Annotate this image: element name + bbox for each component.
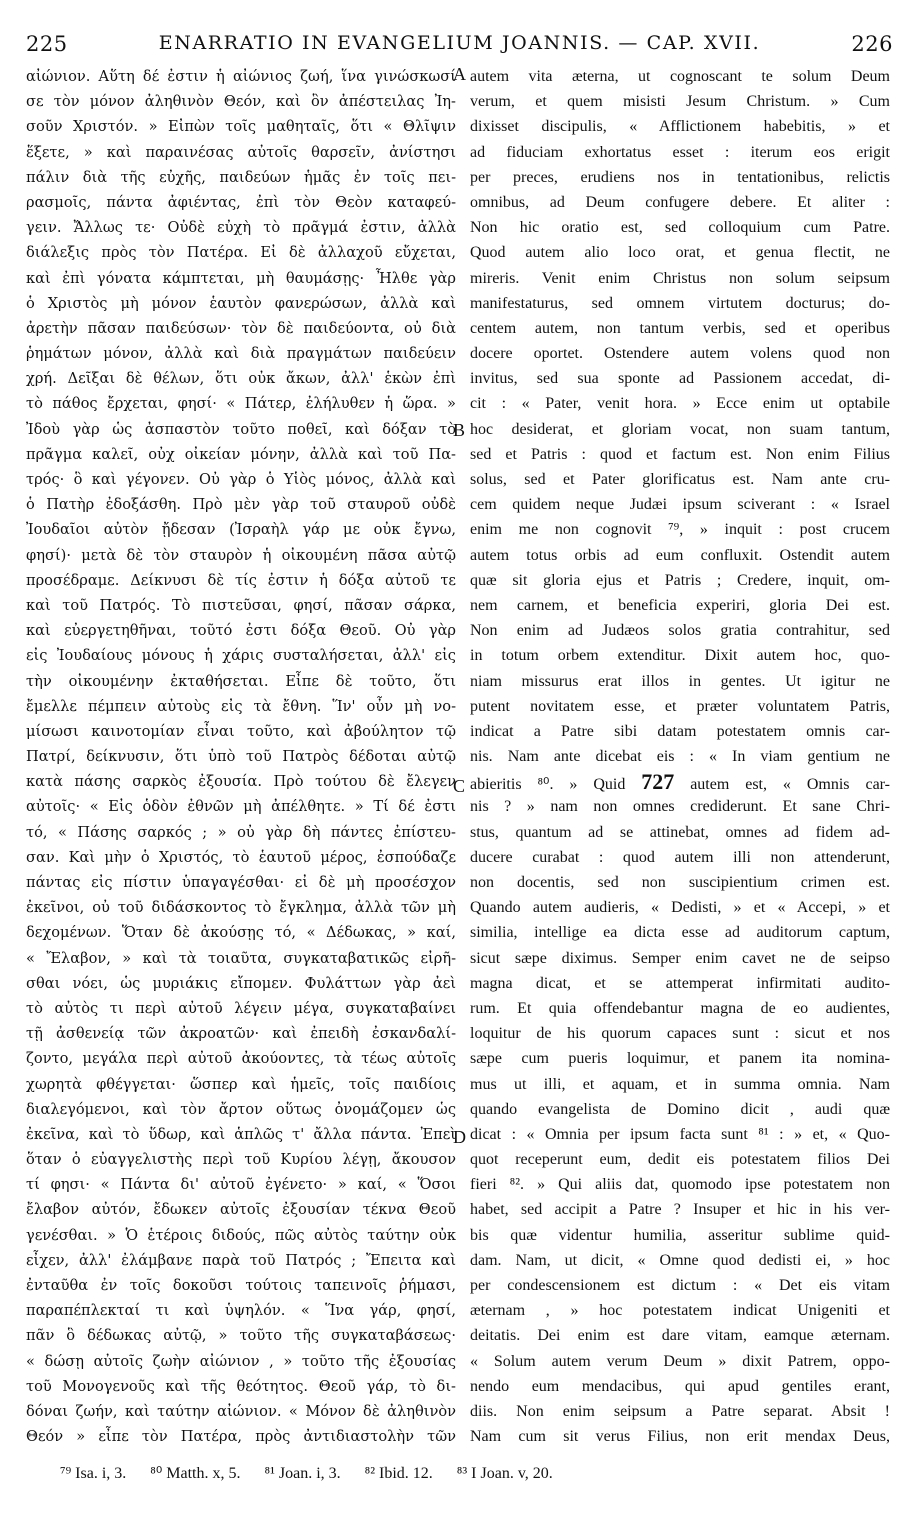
latin-text-line: dam. Nam, ut dicit, « Omne quod dedisti ei, » hoc: [470, 1251, 890, 1269]
greek-text-line: παραπέπλεκταί τι καὶ ὑψηλόν. « Ἵνα γάρ, φησί,: [26, 1302, 456, 1320]
footnotes: [60, 1463, 860, 1483]
greek-text-line: ἐνταῦθα ἐν τοῖς δοκοῦσι τούτοις ταπεινοῖς ῥήμασι,: [26, 1277, 456, 1294]
latin-text-line: habet, sed accipit a Patre ? Insuper et hic in his ver-: [470, 1201, 890, 1219]
running-header: [26, 32, 893, 62]
latin-text-line: Non hic oratio est, sed colloquium cum Patre.: [470, 219, 890, 237]
latin-text-line: autem vita æterna, ut cognoscant te solum Deum: [470, 68, 890, 85]
latin-text-line: mus ut illi, et aquam, et in summa omnia. Nam: [470, 1075, 890, 1093]
latin-text-line: manifestaturus, sed omnem virtutem docturus; do-: [470, 294, 890, 312]
greek-text-line: προσέδραμε. Δείκνυσι δὲ τίς ἐστιν ἡ δόξα αὐτοῦ τε: [26, 571, 456, 589]
latin-text-line: magna dicat, et se attemperat infirmitati audito-: [470, 974, 890, 992]
latin-text-line: autem totus orbis ad eum confluxit. Ostendit autem: [470, 546, 890, 564]
greek-text-line: τὸ πάθος ἔρχεται, φησί· « Πάτερ, ἐλήλυθεν ἡ ὥρα. »: [26, 395, 456, 413]
latin-text-line: niam missurus erat illos in gentes. Ut igitur ne: [470, 672, 890, 690]
latin-text-line: stus, quantum ad se attinebat, omnes ad fidem ad-: [470, 823, 890, 841]
greek-text-line: ἐκεῖνοι, οὐ τοῦ διδάσκοντος τὸ ἔγκλημα, ἀλλὰ τῶν μὴ: [26, 899, 456, 917]
latin-text-line: centem autem, non tantum verbis, sed et operibus: [470, 319, 890, 337]
greek-text-line: διαλεγόμενοι, καὶ τὸν ἄρτον οὕτως ὀνομάζομεν ὡς: [26, 1100, 456, 1118]
footnote-79: ⁷⁹ Isa. i, 3.: [60, 1465, 127, 1482]
latin-text-line: invitus, sed sua sponte ad Passionem accedat, di-: [470, 370, 890, 388]
latin-text-line: « Solum autem verum Deum » dixit Patrem, oppo-: [470, 1352, 890, 1370]
greek-text-line: ῥημάτων μόνον, ἀλλὰ καὶ διὰ πραγμάτων παιδεύειν: [26, 345, 456, 363]
latin-text-line: verum, et quem misisti Jesum Christum. » Cum: [470, 93, 890, 111]
greek-text-line: μίσωσι καινοτομίαν εἶναι τοῦτο, καὶ ἀβούλητον τῷ: [26, 722, 456, 740]
footnote-83: ⁸³ I Joan. v, 20.: [456, 1465, 553, 1482]
latin-text-line: cit : « Pater, venit hora. » Ecce enim ut optabile: [470, 395, 890, 413]
latin-text-line: rum. Et quia offendebantur magna de eo audientes,: [470, 999, 890, 1017]
greek-text-line: Θεόν » εἶπε τὸν Πατέρα, πρὸς ἀντιδιαστολὴν τῶν: [26, 1428, 456, 1444]
greek-text-line: διάλεξις πρὸς τὸν Πατέρα. Εἰ δὲ ἀλλαχοῦ εὔχεται,: [26, 244, 456, 262]
latin-text-line: cem quidem neque Judæi ipsum sciverant : « Israel: [470, 496, 890, 514]
latin-text-line: fieri ⁸². » Qui aliis dat, quomodo ipse potestatem non: [470, 1176, 890, 1194]
greek-text-line: Ἰδοὺ γὰρ ὡς ἀσπαστὸν τοῦτο ποθεῖ, καὶ δόξαν τὸ: [26, 420, 456, 438]
latin-text-line: bis quæ videntur humilia, asseritur sublime quid-: [470, 1226, 890, 1244]
latin-text-line: quot receperunt eum, dedit eis potestatem filios Dei: [470, 1151, 890, 1169]
margin-letter-a: A: [453, 64, 466, 84]
latin-text-line: Quod autem alio loco orat, et genua flectit, ne: [470, 244, 890, 262]
latin-text-line: enim me non cognovit ⁷⁹, » inquit : post crucem: [470, 521, 890, 539]
greek-text-line: ἀρετὴν πᾶσαν παιδεύσων· τὸν δὲ παιδεύοντα, οὐ διὰ: [26, 319, 456, 337]
latin-text-line: diis. Non enim seipsum a Patre separat. Absit !: [470, 1402, 890, 1420]
latin-text-line: loquitur de his quorum capaces sunt : sicut et nos: [470, 1025, 890, 1043]
greek-text-line: τῇ ἀσθενείᾳ τῶν ἀκροατῶν· καὶ ἐπειδὴ ἐσκανδαλί-: [26, 1025, 456, 1043]
latin-text-line: Quando autem audieris, « Dedisti, » et « Accepi, » et: [470, 899, 890, 917]
latin-text-line: dicat : « Omnia per ipsum facta sunt ⁸¹ : » et, « Quo-: [470, 1125, 890, 1143]
latin-text-line: dixisset discipulis, « Afflictionem habebitis, » et: [470, 118, 890, 136]
greek-text-line: ἔλαβον αὐτόν, ἔδωκεν αὐτοῖς ἐξουσίαν τέκνα Θεοῦ: [26, 1201, 456, 1219]
greek-text-line: εἰς Ἰουδαίους μόνους ἡ χάρις συσταλήσεται, ἀλλ' εἰς: [26, 647, 456, 665]
greek-text-line: ὁ Χριστὸς μὴ μόνον ἑαυτὸν φανερώσων, ἀλλὰ καὶ: [26, 294, 456, 312]
greek-text-line: πρᾶγμα καλεῖ, οὐχ οἰκείαν μόνην, ἀλλὰ καὶ τοῦ Πα-: [26, 445, 456, 463]
latin-text-line: hoc desiderat, et gloriam vocat, non suam tantum,: [470, 420, 890, 438]
greek-text-line: γενέσθαι. » Ὁ ἑτέροις διδούς, πῶς αὐτὸς ταύτην οὐκ: [26, 1226, 456, 1244]
latin-text-line: in totum orbem extenditur. Dixit autem hoc, quo-: [470, 647, 890, 665]
latin-text-line: nis ? » nam non omnes crediderunt. Et sane Chri-: [470, 798, 890, 816]
latin-text-line: similia, intellige ea dicta esse ad auditorum captum,: [470, 924, 890, 942]
greek-text-line: πάντας εἰς πίστιν ὑπαγαγέσθαι· εἰ δὲ μὴ προσέσχον: [26, 874, 456, 891]
footnote-82: ⁸² Ibid. 12.: [364, 1465, 433, 1482]
greek-text-line: κατὰ πάσης σαρκὸς ἐξουσία. Πρὸ τούτου δὲ ἔλεγεν: [26, 773, 456, 791]
greek-text-line: εἶχεν, ἀλλ' ἐλάμβανε παρὰ τοῦ Πατρός ; Ἔπειτα καὶ: [26, 1251, 456, 1269]
greek-text-line: τί φησι· « Πάντα δι' αὐτοῦ ἐγένετο· » καί, « Ὅσοι: [26, 1176, 456, 1194]
page-number-right: 226: [851, 32, 893, 56]
greek-text-line: αὐτοῖς· « Εἰς ὁδὸν ἐθνῶν μὴ ἀπέλθητε. » Τί δέ ἐστι: [26, 798, 456, 816]
greek-text-line: καὶ τοῦ Πατρός. Τὸ πιστεῦσαι, φησί, πᾶσαν σάρκα,: [26, 596, 456, 614]
greek-text-line: « Ἔλαβον, » καὶ τὰ τοιαῦτα, συγκαταβατικῶς εἰρῆ-: [26, 949, 456, 967]
column-number: 727: [641, 769, 675, 795]
latin-text-line: mireris. Venit enim Christus non solum seipsum: [470, 269, 890, 287]
greek-text-line: Πατρί, δείκνυσιν, ὅτι ὑπὸ τοῦ Πατρὸς δέδοται αὐτῷ: [26, 748, 456, 766]
greek-text-line: Ἰουδαῖοι αὐτὸν ᾔδεσαν (Ἰσραὴλ γάρ με οὐκ ἔγνω,: [26, 521, 456, 539]
latin-text-line: solus, sed et Pater glorificatus est. Nam ante cru-: [470, 471, 890, 488]
latin-text-line: quando evangelista de Domino dicit , audi quæ: [470, 1100, 890, 1118]
greek-text-line: τό, « Πάσης σαρκός ; » οὐ γὰρ δὴ πάντες ἐπίστευ-: [26, 823, 456, 841]
page-number-left: 225: [26, 32, 68, 56]
greek-text-line: πάλιν διὰ τῆς εὐχῆς, παιδεύων ἡμᾶς ἐν τοῖς πει-: [26, 168, 456, 186]
latin-text-line: docere oportet. Ostendere autem volens quod non: [470, 345, 890, 363]
greek-text-line: δεχομένων. Ὅταν δὲ ἀκούσῃς τό, « Δέδωκας, » καί,: [26, 924, 456, 942]
greek-text-line: σαν. Καὶ μὴν ὁ Χριστός, τὸ ἑαυτοῦ μέρος, ἐσπούδαζε: [26, 848, 456, 866]
latin-text-line: sicut sæpe diximus. Semper enim cavet ne de seipso: [470, 949, 890, 967]
latin-text-line: Non enim ad Judæos solos gratia contrahitur, sed: [470, 622, 890, 640]
greek-text-line: αἰώνιον. Αὕτη δέ ἐστιν ἡ αἰώνιος ζωή, ἵνα γινώσκωσί: [26, 68, 456, 85]
greek-text-line: « δώσῃ αὐτοῖς ζωὴν αἰώνιον , » τοῦτο τῆς ἐξουσίας: [26, 1352, 456, 1370]
greek-text-line: πᾶν ὃ δέδωκας αὐτῷ, » τοῦτο τῆς συγκαταβάσεως·: [26, 1327, 456, 1345]
greek-text-line: ἐκεῖνα, καὶ τὸ ὕδωρ, καὶ ἁπλῶς τ' ἄλλα πάντα. Ἐπεὶ: [26, 1125, 456, 1143]
greek-text-line: καὶ εὐεργετηθῆναι, τοῦτό ἐστι δόξα Θεοῦ. Οὐ γὰρ: [26, 622, 456, 640]
greek-text-line: ὁ Πατὴρ ἐδοξάσθη. Πρὸ μὲν γὰρ τοῦ σταυροῦ οὐδὲ: [26, 496, 456, 514]
latin-text-line: quæ sit gloria ejus et Patris ; Credere, inquit, om-: [470, 571, 890, 589]
margin-letter-d: D: [453, 1127, 466, 1147]
greek-text-line: τοῦ Μονογενοῦς καὶ τῆς θεότητος. Θεοῦ γάρ, τὸ δι-: [26, 1377, 456, 1395]
latin-text-line: nem carnem, et beneficia experiri, gloria Dei est.: [470, 596, 890, 614]
greek-text-line: καὶ ἐπὶ γόνατα κάμπτεται, μὴ θαυμάσῃς· Ἦλθε γὰρ: [26, 269, 456, 287]
latin-text-line: nis. Nam ante dicebat eis : « In viam gentium ne: [470, 748, 890, 766]
latin-text-line: ad fiduciam exhortatus esset : iterum eos erigit: [470, 143, 890, 161]
greek-text-line: φησί)· μετὰ δὲ τὸν σταυρὸν ἡ οἰκουμένη πᾶσα αὐτῷ: [26, 546, 456, 564]
running-title: ENARRATIO IN EVANGELIUM JOANNIS. — CAP. XVII.: [158, 32, 761, 54]
latin-text-line: non docentis, sed non suscipientium crimen est.: [470, 874, 890, 891]
greek-column: [26, 64, 456, 1444]
greek-text-line: σοῦν Χριστόν. » Εἰπὼν τοῖς μαθηταῖς, ὅτι « Θλῖψιν: [26, 118, 456, 136]
latin-text-line: deitatis. Dei enim est dare vitam, eamque æternam.: [470, 1327, 890, 1345]
greek-text-line: ρασμοῖς, πάντα ἀφιέντας, ἐπὶ τὸν Θεὸν καταφεύ-: [26, 193, 456, 211]
greek-text-line: γειν. Ἄλλως τε· Οὐδὲ εὐχὴ τὸ πρᾶγμά ἐστιν, ἀλλὰ: [26, 219, 456, 237]
latin-text-line: indicat a Patre sibi datam potestatem omnis car-: [470, 722, 890, 740]
greek-text-line: ζοντο, μεγάλα περὶ αὐτοῦ ἀκούοντες, τὰ τέως αὐτοῖς: [26, 1050, 456, 1068]
greek-text-line: χρή. Δεῖξαι δὲ θέλων, ὅτι οὐκ ἄκων, ἀλλ' ἑκὼν ἐπὶ: [26, 370, 456, 388]
latin-column: [470, 64, 890, 1444]
latin-text-line: æternam , » hoc potestatem indicat Unigeniti et: [470, 1302, 890, 1320]
margin-letter-c: C: [453, 776, 466, 796]
latin-text-line: per condescensionem est dictum : « Det eis vitam: [470, 1277, 890, 1294]
latin-text-line: omnibus, ad Deum confugere debere. Et aliter :: [470, 193, 890, 211]
latin-text-line: sæpe cum pueris loquimur, et panem ita nomina-: [470, 1050, 890, 1068]
greek-text-line: ἔμελλε πέμπειν αὐτοὺς εἰς τὰ ἔθνη. Ἵν' οὖν μὴ νο-: [26, 697, 456, 715]
greek-text-line: ἕξετε, » καὶ παραινέσας αὐτοῖς θαρσεῖν, ἀνίστησι: [26, 143, 456, 161]
greek-text-line: τρός· ὃ καὶ γέγονεν. Οὐ γὰρ ὁ Υἱὸς μόνος, ἀλλὰ καὶ: [26, 471, 456, 488]
greek-text-line: δόναι ζωήν, καὶ ταύτην αἰώνιον. « Μόνον δὲ ἀληθινὸν: [26, 1402, 456, 1420]
margin-letter-b: B: [453, 420, 466, 440]
footnote-80: ⁸⁰ Matth. x, 5.: [150, 1465, 241, 1482]
greek-text-line: τὴν οἰκουμένην ἐκταθήσεται. Εἶπε δὲ τοῦτο, ὅτι: [26, 672, 456, 690]
latin-text-line: per preces, erudiens nos in tentationibus, relictis: [470, 168, 890, 186]
latin-text-line: ducere curabat : quod autem illi non attenderunt,: [470, 848, 890, 866]
greek-text-line: σε τὸν μόνον ἀληθινὸν Θεόν, καὶ ὃν ἀπέστειλας Ἰη-: [26, 93, 456, 111]
footnote-81: ⁸¹ Joan. i, 3.: [264, 1465, 341, 1482]
greek-text-line: τὸ αὐτὸς τι περὶ αὐτοῦ λέγειν μέγα, συγκαταβαίνει: [26, 999, 456, 1017]
latin-text-line: nendo eum mendacibus, qui apud gentiles erant,: [470, 1377, 890, 1395]
greek-text-line: σθαι νόει, ὡς μυριάκις εἴπομεν. Φυλάττων γὰρ ἀεὶ: [26, 974, 456, 992]
latin-text-line: abieritis ⁸⁰. » Quid 727 autem est, « Omnis car-: [470, 769, 890, 795]
greek-text-line: χωρητὰ φθέγγεται· ὥσπερ καὶ ἡμεῖς, τοῖς παιδίοις: [26, 1075, 456, 1093]
latin-text-line: sed et Patris : quod et factum est. Non enim Filius: [470, 445, 890, 463]
latin-text-line: Nam cum sit verus Filius, non erit mendax Deus,: [470, 1428, 890, 1444]
latin-text-line: putent novitatem esse, et præter voluntatem Patris,: [470, 697, 890, 715]
greek-text-line: ὅταν ὁ εὐαγγελιστὴς περὶ τοῦ Κυρίου λέγῃ, ἄκουσον: [26, 1151, 456, 1169]
